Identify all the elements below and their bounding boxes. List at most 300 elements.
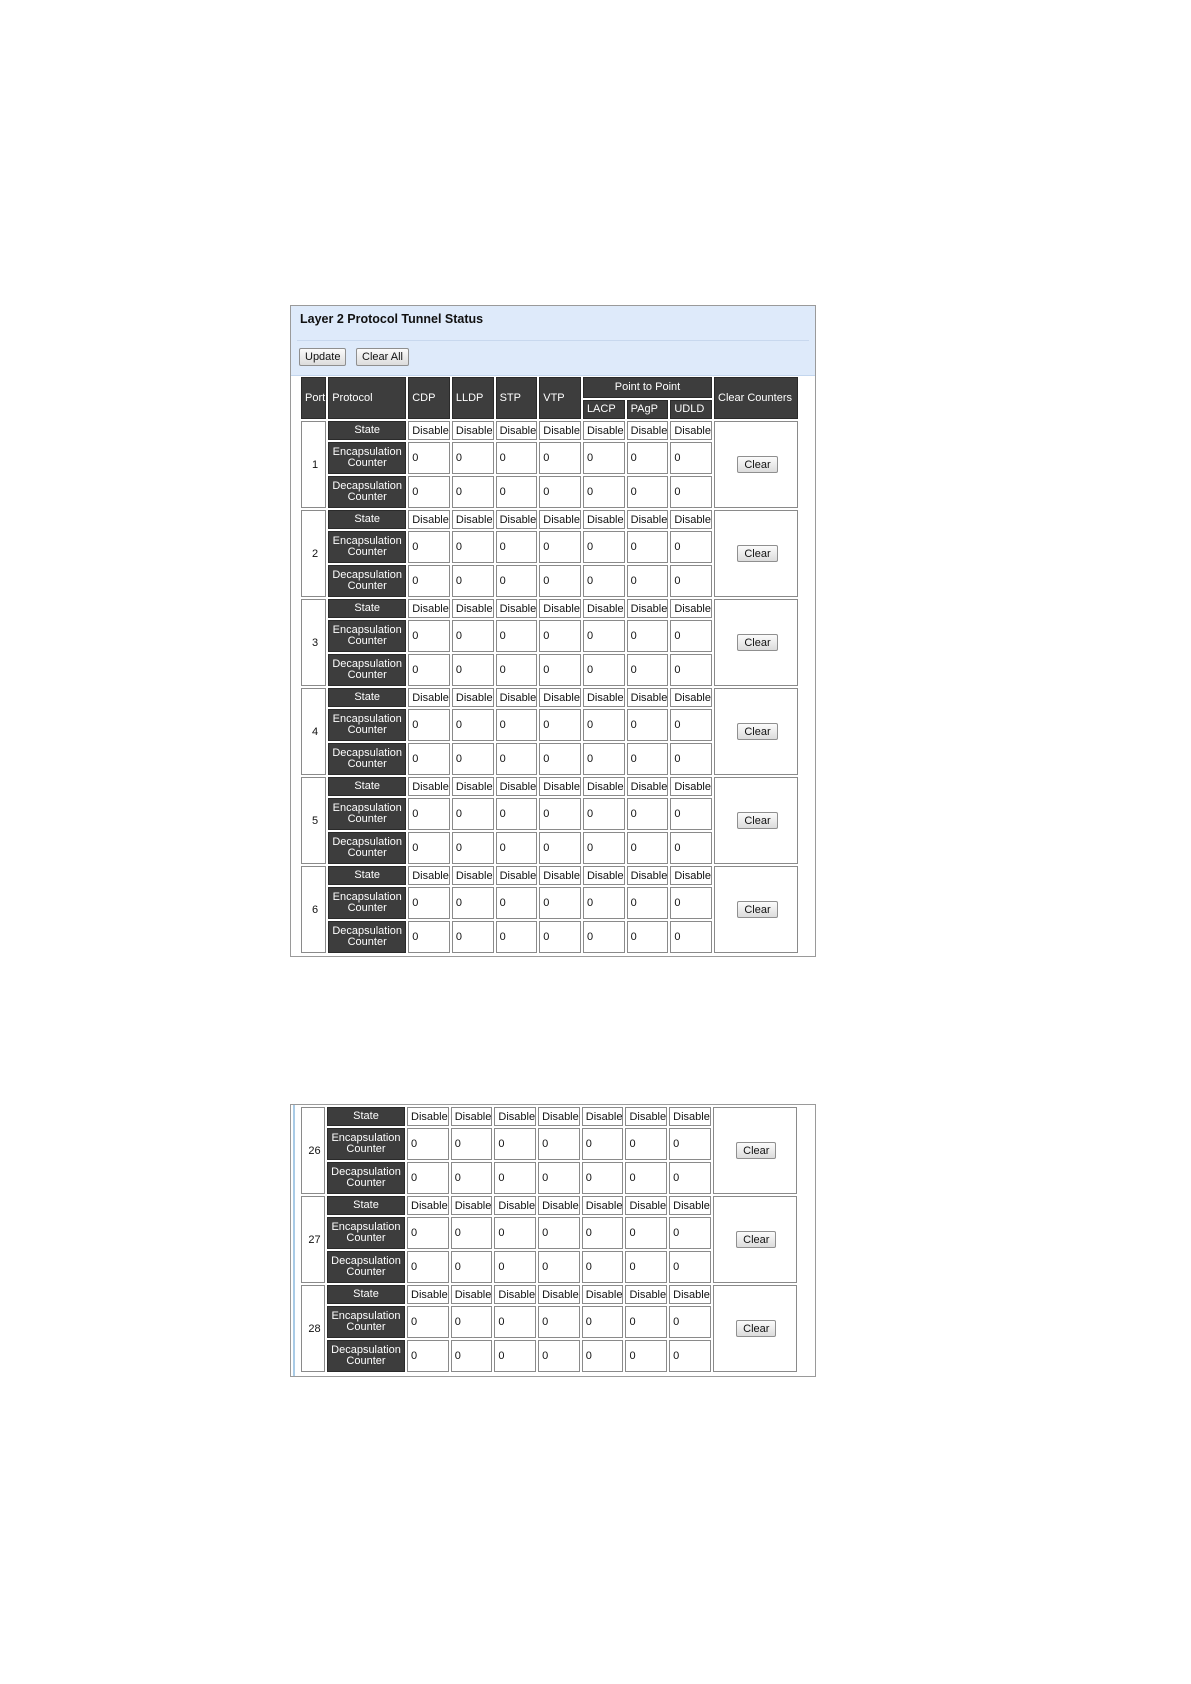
- counter-label-line: Counter: [346, 1355, 386, 1367]
- encapsulation-value: 0: [407, 1217, 449, 1249]
- encapsulation-label-line: Encapsulation: [331, 1310, 401, 1322]
- clear-button[interactable]: Clear: [737, 634, 777, 651]
- clear-counters-cell: [714, 421, 798, 508]
- decapsulation-value: 0: [451, 1340, 493, 1372]
- encapsulation-value: 0: [496, 887, 538, 919]
- state-value: Disable: [538, 1196, 580, 1215]
- encapsulation-counter-label: [327, 1217, 405, 1249]
- encapsulation-value: 0: [451, 1128, 493, 1160]
- state-value: Disable: [669, 1107, 711, 1126]
- state-value: Disable: [494, 1196, 536, 1215]
- encapsulation-value: 0: [408, 887, 450, 919]
- decapsulation-value: 0: [452, 565, 494, 597]
- clear-button[interactable]: Clear: [737, 812, 777, 829]
- counter-label-line: Counter: [346, 1266, 386, 1278]
- state-value: Disable: [669, 1285, 711, 1304]
- state-value: Disable: [539, 866, 581, 885]
- counter-label-line: Counter: [347, 724, 387, 736]
- decapsulation-value: 0: [539, 654, 581, 686]
- clear-counters-cell: [714, 510, 798, 597]
- column-header-pagp: PAgP: [627, 400, 669, 420]
- decapsulation-value: 0: [583, 921, 625, 953]
- state-value: Disable: [496, 866, 538, 885]
- counter-label-line: Counter: [347, 813, 387, 825]
- decapsulation-value: 0: [670, 565, 712, 597]
- update-button[interactable]: Update: [299, 348, 346, 366]
- state-label: State: [327, 1285, 405, 1304]
- decapsulation-value: 0: [451, 1162, 493, 1194]
- encapsulation-value: 0: [452, 442, 494, 474]
- column-header-lacp: LACP: [583, 400, 625, 420]
- decapsulation-value: 0: [538, 1340, 580, 1372]
- state-value: Disable: [452, 510, 494, 529]
- encapsulation-value: 0: [452, 531, 494, 563]
- encapsulation-value: 0: [670, 709, 712, 741]
- state-value: Disable: [625, 1196, 667, 1215]
- decapsulation-label-line: Decapsulation: [332, 925, 403, 937]
- state-value: Disable: [407, 1107, 449, 1126]
- state-value: Disable: [670, 599, 712, 618]
- decapsulation-counter-label: [328, 476, 406, 508]
- encapsulation-counter-label: [328, 620, 406, 652]
- state-value: Disable: [408, 866, 450, 885]
- state-value: Disable: [539, 777, 581, 796]
- decapsulation-label-line: Decapsulation: [332, 658, 403, 670]
- counter-label-line: Counter: [346, 1232, 386, 1244]
- state-value: Disable: [582, 1285, 624, 1304]
- state-value: Disable: [583, 866, 625, 885]
- counter-label-line: Counter: [346, 1321, 386, 1333]
- state-value: Disable: [669, 1196, 711, 1215]
- clear-all-button[interactable]: Clear All: [356, 348, 409, 366]
- decapsulation-value: 0: [407, 1162, 449, 1194]
- counter-label-line: Counter: [347, 758, 387, 770]
- decapsulation-value: 0: [582, 1340, 624, 1372]
- decapsulation-counter-label: [328, 832, 406, 864]
- decapsulation-counter-label: [327, 1340, 405, 1372]
- decapsulation-value: 0: [452, 476, 494, 508]
- encapsulation-value: 0: [451, 1217, 493, 1249]
- decapsulation-value: 0: [539, 832, 581, 864]
- counter-label-line: Counter: [346, 1177, 386, 1189]
- encapsulation-value: 0: [538, 1128, 580, 1160]
- decapsulation-label-line: Decapsulation: [331, 1344, 401, 1356]
- state-value: Disable: [496, 510, 538, 529]
- protocol-tunnel-status-panel-continued: [290, 1104, 816, 1377]
- encapsulation-value: 0: [452, 620, 494, 652]
- state-value: Disable: [627, 777, 669, 796]
- clear-button[interactable]: Clear: [736, 1142, 776, 1159]
- encapsulation-value: 0: [669, 1128, 711, 1160]
- state-value: Disable: [496, 599, 538, 618]
- counter-label-line: Counter: [347, 847, 387, 859]
- encapsulation-value: 0: [496, 442, 538, 474]
- encapsulation-value: 0: [452, 887, 494, 919]
- encapsulation-value: 0: [582, 1128, 624, 1160]
- decapsulation-value: 0: [627, 565, 669, 597]
- decapsulation-value: 0: [452, 743, 494, 775]
- encapsulation-value: 0: [452, 798, 494, 830]
- decapsulation-value: 0: [496, 654, 538, 686]
- state-value: Disable: [452, 599, 494, 618]
- state-label: State: [328, 599, 406, 618]
- decapsulation-label-line: Decapsulation: [332, 747, 403, 759]
- status-table-continued: [299, 1105, 799, 1374]
- decapsulation-value: 0: [494, 1340, 536, 1372]
- decapsulation-counter-label: [328, 565, 406, 597]
- decapsulation-value: 0: [538, 1251, 580, 1283]
- state-label: State: [328, 510, 406, 529]
- decapsulation-value: 0: [407, 1340, 449, 1372]
- state-value: Disable: [583, 599, 625, 618]
- encapsulation-value: 0: [407, 1128, 449, 1160]
- decapsulation-counter-label: [327, 1251, 405, 1283]
- header-divider: [297, 340, 809, 341]
- clear-counters-cell: [713, 1107, 797, 1194]
- encapsulation-value: 0: [669, 1306, 711, 1338]
- encapsulation-value: 0: [582, 1217, 624, 1249]
- decapsulation-value: 0: [670, 743, 712, 775]
- encapsulation-value: 0: [583, 620, 625, 652]
- decapsulation-value: 0: [627, 921, 669, 953]
- decapsulation-value: 0: [670, 921, 712, 953]
- encapsulation-value: 0: [627, 531, 669, 563]
- encapsulation-counter-label: [327, 1306, 405, 1338]
- decapsulation-value: 0: [583, 565, 625, 597]
- port-number: 1: [301, 421, 326, 508]
- state-value: Disable: [627, 510, 669, 529]
- encapsulation-value: 0: [539, 709, 581, 741]
- decapsulation-value: 0: [625, 1340, 667, 1372]
- decapsulation-value: 0: [407, 1251, 449, 1283]
- state-value: Disable: [583, 510, 625, 529]
- counter-label-line: Counter: [347, 580, 387, 592]
- decapsulation-value: 0: [408, 476, 450, 508]
- encapsulation-value: 0: [408, 531, 450, 563]
- encapsulation-counter-label: [328, 709, 406, 741]
- decapsulation-value: 0: [627, 476, 669, 508]
- page-title: Layer 2 Protocol Tunnel Status: [300, 312, 484, 326]
- state-value: Disable: [496, 421, 538, 440]
- encapsulation-value: 0: [627, 442, 669, 474]
- counter-label-line: Counter: [347, 491, 387, 503]
- state-value: Disable: [494, 1107, 536, 1126]
- encapsulation-value: 0: [625, 1128, 667, 1160]
- state-value: Disable: [452, 866, 494, 885]
- state-value: Disable: [539, 421, 581, 440]
- encapsulation-counter-label: [328, 798, 406, 830]
- table-row: [301, 510, 798, 529]
- clear-counters-cell: [713, 1285, 797, 1372]
- clear-button[interactable]: Clear: [737, 545, 777, 562]
- encapsulation-value: 0: [539, 531, 581, 563]
- encapsulation-value: 0: [539, 442, 581, 474]
- state-value: Disable: [539, 688, 581, 707]
- decapsulation-value: 0: [539, 565, 581, 597]
- encapsulation-value: 0: [407, 1306, 449, 1338]
- encapsulation-value: 0: [670, 531, 712, 563]
- encapsulation-value: 0: [538, 1306, 580, 1338]
- encapsulation-value: 0: [496, 620, 538, 652]
- decapsulation-value: 0: [583, 832, 625, 864]
- state-value: Disable: [582, 1196, 624, 1215]
- port-number: 2: [301, 510, 326, 597]
- panel-header: [291, 306, 815, 376]
- decapsulation-label-line: Decapsulation: [332, 480, 403, 492]
- decapsulation-value: 0: [625, 1162, 667, 1194]
- state-label: State: [328, 421, 406, 440]
- state-value: Disable: [451, 1285, 493, 1304]
- state-value: Disable: [583, 421, 625, 440]
- counter-label-line: Counter: [347, 669, 387, 681]
- state-value: Disable: [627, 866, 669, 885]
- decapsulation-value: 0: [496, 743, 538, 775]
- table-row: [301, 421, 798, 440]
- counter-label-line: Counter: [347, 457, 387, 469]
- port-rows-section-1: [301, 421, 798, 953]
- port-number: 6: [301, 866, 326, 953]
- encapsulation-label-line: Encapsulation: [331, 1221, 401, 1233]
- column-header-cdp: CDP: [408, 377, 450, 419]
- state-label: State: [328, 777, 406, 796]
- state-value: Disable: [582, 1107, 624, 1126]
- port-number: 27: [301, 1196, 325, 1283]
- state-value: Disable: [408, 599, 450, 618]
- state-value: Disable: [408, 510, 450, 529]
- column-header-port: Port: [301, 377, 326, 419]
- decapsulation-value: 0: [583, 654, 625, 686]
- decapsulation-value: 0: [670, 832, 712, 864]
- encapsulation-label-line: Encapsulation: [332, 891, 402, 903]
- state-value: Disable: [408, 777, 450, 796]
- column-header-clear-counters: Clear Counters: [714, 377, 798, 419]
- encapsulation-label-line: Encapsulation: [332, 713, 402, 725]
- table-row: [301, 1285, 797, 1304]
- port-number: 26: [301, 1107, 325, 1194]
- encapsulation-value: 0: [539, 620, 581, 652]
- decapsulation-value: 0: [625, 1251, 667, 1283]
- state-value: Disable: [670, 777, 712, 796]
- counter-label-line: Counter: [347, 635, 387, 647]
- state-value: Disable: [583, 777, 625, 796]
- protocol-tunnel-status-panel: [290, 305, 816, 957]
- state-label: State: [328, 688, 406, 707]
- encapsulation-value: 0: [452, 709, 494, 741]
- decapsulation-value: 0: [538, 1162, 580, 1194]
- status-table: [299, 375, 800, 955]
- decapsulation-value: 0: [539, 921, 581, 953]
- decapsulation-counter-label: [328, 743, 406, 775]
- encapsulation-value: 0: [538, 1217, 580, 1249]
- decapsulation-value: 0: [496, 832, 538, 864]
- encapsulation-value: 0: [408, 442, 450, 474]
- state-value: Disable: [408, 688, 450, 707]
- state-label: State: [327, 1107, 405, 1126]
- encapsulation-value: 0: [627, 798, 669, 830]
- state-value: Disable: [670, 510, 712, 529]
- encapsulation-value: 0: [539, 887, 581, 919]
- decapsulation-value: 0: [670, 476, 712, 508]
- decapsulation-value: 0: [496, 565, 538, 597]
- encapsulation-value: 0: [625, 1306, 667, 1338]
- table-row: [301, 777, 798, 796]
- encapsulation-value: 0: [539, 798, 581, 830]
- decapsulation-value: 0: [627, 832, 669, 864]
- encapsulation-value: 0: [670, 798, 712, 830]
- clear-button[interactable]: Clear: [737, 456, 777, 473]
- state-value: Disable: [538, 1285, 580, 1304]
- clear-counters-cell: [714, 688, 798, 775]
- decapsulation-value: 0: [582, 1162, 624, 1194]
- state-label: State: [327, 1196, 405, 1215]
- decapsulation-value: 0: [582, 1251, 624, 1283]
- encapsulation-value: 0: [451, 1306, 493, 1338]
- port-number: 3: [301, 599, 326, 686]
- decapsulation-value: 0: [627, 654, 669, 686]
- encapsulation-label-line: Encapsulation: [332, 624, 402, 636]
- decapsulation-value: 0: [452, 832, 494, 864]
- encapsulation-value: 0: [583, 442, 625, 474]
- state-value: Disable: [625, 1107, 667, 1126]
- encapsulation-counter-label: [328, 531, 406, 563]
- decapsulation-value: 0: [494, 1162, 536, 1194]
- decapsulation-value: 0: [494, 1251, 536, 1283]
- state-value: Disable: [539, 599, 581, 618]
- encapsulation-value: 0: [627, 887, 669, 919]
- state-value: Disable: [452, 688, 494, 707]
- encapsulation-value: 0: [496, 709, 538, 741]
- decapsulation-value: 0: [451, 1251, 493, 1283]
- clear-counters-cell: [713, 1196, 797, 1283]
- state-value: Disable: [538, 1107, 580, 1126]
- table-row: [301, 1196, 797, 1215]
- column-header-udld: UDLD: [670, 400, 712, 420]
- encapsulation-value: 0: [408, 709, 450, 741]
- decapsulation-value: 0: [669, 1340, 711, 1372]
- state-value: Disable: [627, 421, 669, 440]
- decapsulation-label-line: Decapsulation: [331, 1255, 401, 1267]
- table-row: [301, 1107, 797, 1126]
- state-value: Disable: [494, 1285, 536, 1304]
- encapsulation-value: 0: [583, 709, 625, 741]
- encapsulation-value: 0: [496, 531, 538, 563]
- encapsulation-value: 0: [583, 531, 625, 563]
- decapsulation-value: 0: [583, 476, 625, 508]
- encapsulation-label-line: Encapsulation: [332, 535, 402, 547]
- column-header-protocol: Protocol: [328, 377, 406, 419]
- clear-button[interactable]: Clear: [736, 1320, 776, 1337]
- encapsulation-value: 0: [670, 887, 712, 919]
- counter-label-line: Counter: [347, 902, 387, 914]
- state-value: Disable: [451, 1107, 493, 1126]
- state-value: Disable: [496, 777, 538, 796]
- column-header-stp: STP: [496, 377, 538, 419]
- state-value: Disable: [670, 421, 712, 440]
- encapsulation-value: 0: [582, 1306, 624, 1338]
- state-value: Disable: [670, 866, 712, 885]
- state-value: Disable: [625, 1285, 667, 1304]
- decapsulation-value: 0: [452, 921, 494, 953]
- table-row: [301, 866, 798, 885]
- state-value: Disable: [583, 688, 625, 707]
- port-number: 28: [301, 1285, 325, 1372]
- port-number: 4: [301, 688, 326, 775]
- encapsulation-value: 0: [494, 1306, 536, 1338]
- encapsulation-label-line: Encapsulation: [332, 802, 402, 814]
- decapsulation-value: 0: [452, 654, 494, 686]
- counter-label-line: Counter: [346, 1143, 386, 1155]
- encapsulation-value: 0: [494, 1128, 536, 1160]
- port-number: 5: [301, 777, 326, 864]
- state-value: Disable: [496, 688, 538, 707]
- decapsulation-value: 0: [408, 565, 450, 597]
- encapsulation-value: 0: [494, 1217, 536, 1249]
- clear-button[interactable]: Clear: [736, 1231, 776, 1248]
- state-value: Disable: [539, 510, 581, 529]
- column-group-point-to-point: Point to Point: [583, 377, 712, 398]
- state-value: Disable: [408, 421, 450, 440]
- decapsulation-value: 0: [408, 743, 450, 775]
- decapsulation-counter-label: [327, 1162, 405, 1194]
- counter-label-line: Counter: [347, 546, 387, 558]
- counter-label-line: Counter: [347, 936, 387, 948]
- decapsulation-value: 0: [670, 654, 712, 686]
- encapsulation-value: 0: [583, 798, 625, 830]
- decapsulation-value: 0: [669, 1162, 711, 1194]
- decapsulation-counter-label: [328, 921, 406, 953]
- state-value: Disable: [452, 777, 494, 796]
- encapsulation-value: 0: [670, 620, 712, 652]
- encapsulation-value: 0: [583, 887, 625, 919]
- encapsulation-label-line: Encapsulation: [331, 1132, 401, 1144]
- encapsulation-counter-label: [327, 1128, 405, 1160]
- column-header-vtp: VTP: [539, 377, 581, 419]
- clear-counters-cell: [714, 599, 798, 686]
- state-value: Disable: [670, 688, 712, 707]
- encapsulation-label-line: Encapsulation: [332, 446, 402, 458]
- column-header-lldp: LLDP: [452, 377, 494, 419]
- decapsulation-label-line: Decapsulation: [332, 569, 403, 581]
- decapsulation-value: 0: [408, 654, 450, 686]
- state-value: Disable: [407, 1196, 449, 1215]
- clear-button[interactable]: Clear: [737, 901, 777, 918]
- state-label: State: [328, 866, 406, 885]
- decapsulation-value: 0: [408, 921, 450, 953]
- state-value: Disable: [627, 599, 669, 618]
- state-value: Disable: [627, 688, 669, 707]
- table-row: [301, 688, 798, 707]
- decapsulation-value: 0: [669, 1251, 711, 1283]
- decapsulation-value: 0: [408, 832, 450, 864]
- decapsulation-label-line: Decapsulation: [332, 836, 403, 848]
- clear-button[interactable]: Clear: [737, 723, 777, 740]
- encapsulation-value: 0: [627, 709, 669, 741]
- port-rows-section-2: [301, 1107, 797, 1372]
- state-value: Disable: [407, 1285, 449, 1304]
- table-row: [301, 599, 798, 618]
- state-value: Disable: [452, 421, 494, 440]
- encapsulation-value: 0: [408, 798, 450, 830]
- decapsulation-value: 0: [539, 743, 581, 775]
- encapsulation-value: 0: [408, 620, 450, 652]
- decapsulation-value: 0: [539, 476, 581, 508]
- decapsulation-value: 0: [496, 476, 538, 508]
- encapsulation-value: 0: [496, 798, 538, 830]
- decapsulation-label-line: Decapsulation: [331, 1166, 401, 1178]
- clear-counters-cell: [714, 777, 798, 864]
- clear-counters-cell: [714, 866, 798, 953]
- decapsulation-value: 0: [627, 743, 669, 775]
